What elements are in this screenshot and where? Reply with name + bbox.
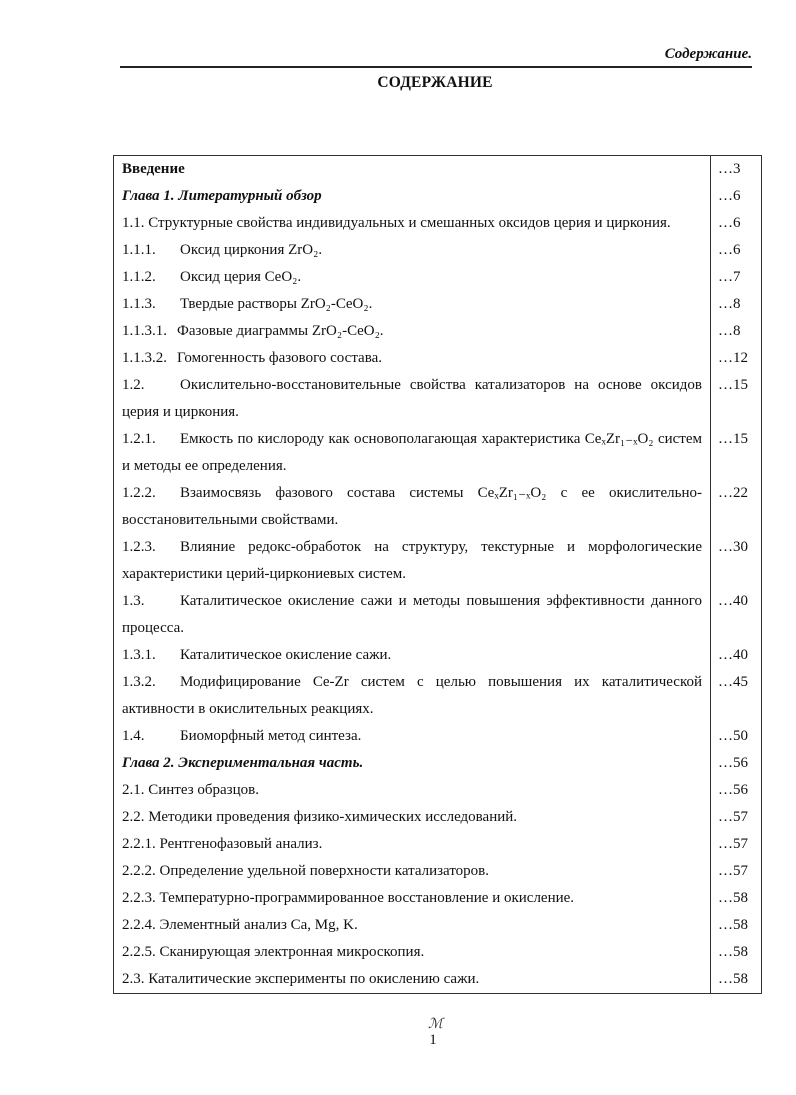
toc-row <box>114 264 762 291</box>
toc-entry-title <box>114 183 711 210</box>
toc-entry-title <box>114 291 711 318</box>
toc-entry-title <box>114 777 711 804</box>
toc-entry-page: …30 <box>711 534 762 588</box>
toc-row <box>114 750 762 777</box>
toc-entry-title <box>114 372 711 426</box>
toc-row <box>114 318 762 345</box>
running-head: Содержание. <box>664 46 752 62</box>
toc-row <box>114 858 762 885</box>
toc-entry-page: …3 <box>711 156 762 184</box>
toc-entry-page: …50 <box>711 723 762 750</box>
toc-row <box>114 669 762 723</box>
toc-entry-title <box>114 264 711 291</box>
toc-entry-number: 1.2. <box>122 377 145 393</box>
toc-entry-text: Гомогенность фазового состава. <box>177 350 383 366</box>
toc-entry-title <box>114 912 711 939</box>
toc-entry-page: …58 <box>711 966 762 994</box>
handwritten-mark: ℳ <box>428 1017 443 1032</box>
toc-entry-title <box>114 426 711 480</box>
toc-entry-page: …58 <box>711 912 762 939</box>
toc-row <box>114 156 762 184</box>
toc-entry-number: 1.1.3.1. <box>122 323 167 339</box>
toc-entry-number: 1.1.3. <box>122 296 156 312</box>
toc-entry-number: 1.4. <box>122 728 145 744</box>
toc-entry-title <box>114 480 711 534</box>
toc-entry-title <box>114 345 711 372</box>
toc-entry-page: …8 <box>711 318 762 345</box>
toc-entry-page: …15 <box>711 426 762 480</box>
toc-entry-title <box>114 642 711 669</box>
toc-entry-title <box>114 210 711 237</box>
toc-row <box>114 966 762 994</box>
toc-entry-text: Глава 2. Экспериментальная часть. <box>122 755 364 771</box>
toc-row <box>114 480 762 534</box>
page-title: СОДЕРЖАНИЕ <box>377 74 493 91</box>
toc-entry-text: Взаимосвязь фазового состава системы CeₓZr₁₋ₓO₂ с ее окислительно-восстановительными свойствами. <box>122 485 702 528</box>
toc-row <box>114 885 762 912</box>
toc-entry-page: …56 <box>711 777 762 804</box>
toc-entry-page: …6 <box>711 237 762 264</box>
toc-row <box>114 588 762 642</box>
toc-entry-text: 2.2.3. Температурно-программированное восстановление и окисление. <box>122 890 575 906</box>
toc-entry-title <box>114 831 711 858</box>
toc-entry-number: 1.1.1. <box>122 242 156 258</box>
toc-row <box>114 939 762 966</box>
toc-entry-number: 1.3. <box>122 593 145 609</box>
toc-entry-text: Влияние редокс-обработок на структуру, текстурные и морфологические характеристики церий-циркониевых систем. <box>122 539 702 582</box>
toc-entry-text: Биоморфный метод синтеза. <box>180 728 362 744</box>
toc-row <box>114 426 762 480</box>
toc-entry-page: …15 <box>711 372 762 426</box>
toc-row <box>114 345 762 372</box>
toc-entry-page: …57 <box>711 858 762 885</box>
toc-entry-page: …58 <box>711 885 762 912</box>
toc-row <box>114 912 762 939</box>
toc-row <box>114 237 762 264</box>
toc-entry-page: …7 <box>711 264 762 291</box>
toc-entry-text: Фазовые диаграммы ZrO₂-CeO₂. <box>177 323 384 339</box>
toc-entry-page: …40 <box>711 642 762 669</box>
toc-entry-title <box>114 318 711 345</box>
table-of-contents <box>113 155 762 994</box>
toc-entry-page: …58 <box>711 939 762 966</box>
toc-entry-title <box>114 669 711 723</box>
toc-entry-number: 1.1.3.2. <box>122 350 167 366</box>
toc-row <box>114 831 762 858</box>
toc-entry-number: 1.2.1. <box>122 431 156 447</box>
toc-entry-number: 1.3.2. <box>122 674 156 690</box>
toc-entry-page: …57 <box>711 831 762 858</box>
toc-row <box>114 723 762 750</box>
toc-entry-number: 1.3.1. <box>122 647 156 663</box>
toc-entry-text: Модифицирование Ce-Zr систем с целью повышения их каталитической активности в окислительных реакциях. <box>122 674 702 717</box>
toc-entry-text: 1.1. Структурные свойства индивидуальных и смешанных оксидов церия и циркония. <box>122 215 671 231</box>
toc-entry-title <box>114 750 711 777</box>
page-number: 1 <box>429 1032 437 1048</box>
toc-entry-text: 2.1. Синтез образцов. <box>122 782 259 798</box>
toc-entry-title <box>114 885 711 912</box>
toc-entry-text: Каталитическое окисление сажи. <box>180 647 392 663</box>
toc-entry-page: …6 <box>711 210 762 237</box>
toc-entry-page: …6 <box>711 183 762 210</box>
toc-entry-title <box>114 966 711 994</box>
toc-entry-text: Емкость по кислороду как основополагающая характеристика CeₓZr₁₋ₓO₂ систем и методы ее определения. <box>122 431 702 474</box>
toc-row <box>114 210 762 237</box>
toc-entry-page: …12 <box>711 345 762 372</box>
toc-entry-number: 1.1.2. <box>122 269 156 285</box>
toc-entry-text: 2.2.1. Рентгенофазовый анализ. <box>122 836 323 852</box>
toc-entry-text: Глава 1. Литературный обзор <box>122 188 322 204</box>
toc-entry-title <box>114 858 711 885</box>
toc-entry-page: …40 <box>711 588 762 642</box>
toc-entry-text: Оксид циркония ZrO₂. <box>180 242 323 258</box>
toc-entry-page: …22 <box>711 480 762 534</box>
toc-entry-title <box>114 804 711 831</box>
toc-entry-title <box>114 588 711 642</box>
toc-row <box>114 372 762 426</box>
toc-entry-number: 1.2.3. <box>122 539 156 555</box>
toc-row <box>114 291 762 318</box>
toc-row <box>114 183 762 210</box>
toc-entry-page: …8 <box>711 291 762 318</box>
toc-entry-text: Окислительно-восстановительные свойства катализаторов на основе оксидов церия и циркония. <box>122 377 702 420</box>
toc-entry-page: …56 <box>711 750 762 777</box>
toc-entry-title <box>114 237 711 264</box>
toc-entry-title <box>114 156 711 184</box>
toc-entry-text: 2.2.5. Сканирующая электронная микроскопия. <box>122 944 425 960</box>
toc-row <box>114 804 762 831</box>
toc-entry-title <box>114 723 711 750</box>
header-rule <box>120 66 752 68</box>
toc-entry-text: 2.2.2. Определение удельной поверхности катализаторов. <box>122 863 490 879</box>
toc-entry-text: Введение <box>122 161 185 177</box>
toc-entry-page: …45 <box>711 669 762 723</box>
toc-row <box>114 534 762 588</box>
toc-entry-text: Твердые растворы ZrO₂-CeO₂. <box>180 296 373 312</box>
toc-entry-title <box>114 534 711 588</box>
toc-entry-text: 2.2. Методики проведения физико-химических исследований. <box>122 809 518 825</box>
toc-entry-text: 2.2.4. Элементный анализ Ca, Mg, K. <box>122 917 358 933</box>
toc-row <box>114 777 762 804</box>
toc-entry-number: 1.2.2. <box>122 485 156 501</box>
toc-entry-title <box>114 939 711 966</box>
toc-entry-text: Оксид церия CeO₂. <box>180 269 302 285</box>
toc-entry-text: 2.3. Каталитические эксперименты по окислению сажи. <box>122 971 480 987</box>
toc-entry-page: …57 <box>711 804 762 831</box>
toc-entry-text: Каталитическое окисление сажи и методы повышения эффективности данного процесса. <box>122 593 702 636</box>
toc-row <box>114 642 762 669</box>
